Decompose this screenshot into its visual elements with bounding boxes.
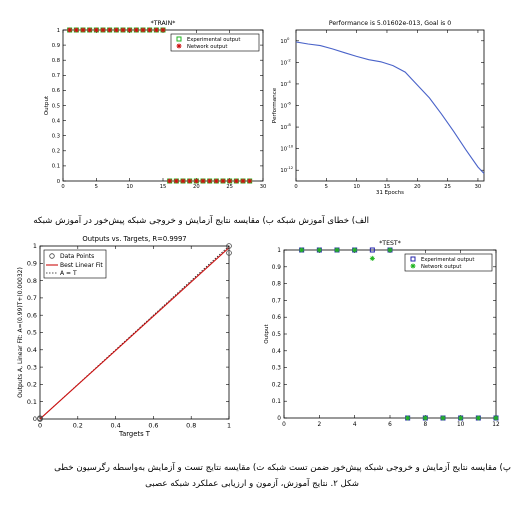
x-tick-label: 15 (383, 184, 391, 190)
test-point-network (388, 248, 393, 253)
x-tick-label: 25 (444, 184, 451, 190)
y-tick-exponent: -6 (287, 100, 291, 106)
train-point-network (74, 28, 79, 33)
y-tick-label: 0.7 (271, 298, 281, 305)
x-tick-label: 25 (226, 184, 233, 191)
x-tick-label: 0 (61, 184, 65, 191)
y-tick-label: 0.6 (271, 315, 281, 322)
x-tick-label: 0.4 (110, 421, 121, 430)
legend-entry: Network output (187, 44, 228, 50)
y-tick-label: 0.2 (51, 148, 60, 155)
test-point-network (405, 416, 410, 421)
x-tick-label: 4 (352, 421, 357, 428)
y-tick-label: 0.9 (26, 259, 37, 268)
x-tick-label: 30 (259, 184, 267, 191)
train-point-network (227, 179, 232, 184)
train-title: *TRAIN* (150, 20, 176, 27)
y-tick-label: 1 (32, 242, 37, 251)
y-tick-label: 0.1 (26, 397, 37, 406)
legend-entry: Network output (421, 264, 462, 270)
train-point-network (134, 28, 139, 33)
y-tick-label: 10 (280, 60, 287, 67)
train-point-network (81, 28, 86, 33)
train-point-network (94, 28, 99, 33)
x-tick-label: 1 (226, 421, 232, 430)
y-tick-label: 0 (56, 178, 60, 185)
train-point-network (214, 179, 219, 184)
y-tick-label: 1 (277, 248, 281, 255)
x-tick-label: 20 (413, 184, 421, 190)
y-tick-label: 0.7 (26, 294, 37, 303)
x-tick-label: 0 (294, 184, 298, 190)
x-tick-label: 15 (159, 184, 167, 191)
x-tick-label: 8 (423, 421, 428, 428)
test-axes-frame (284, 250, 496, 418)
y-tick-label: 10 (280, 38, 287, 45)
test-point-network (458, 416, 463, 421)
caption-top: الف) خطای آموزش شبکه ب) مقایسه نتایج آزمایش و خروجی شبکه پیش‌خور در آموزش شبکه (33, 216, 369, 226)
y-tick-label: 0.2 (271, 382, 281, 389)
legend-entry: Best Linear Fit (60, 262, 103, 269)
test-point-network (352, 248, 357, 253)
train-point-network (247, 179, 252, 184)
train-point-network (167, 179, 172, 184)
caption-bottom-line2: شکل ۲. نتایج آموزش، آزمون و ارزیابی عملکرد شبکه عصبی (145, 479, 359, 489)
x-tick-label: 0 (282, 421, 286, 428)
y-tick-exponent: -8 (287, 122, 291, 128)
train-point-network (187, 179, 192, 184)
train-point-network (87, 28, 92, 33)
test-ylabel: Output (264, 324, 270, 344)
legend-entry: A = T (60, 270, 77, 277)
y-tick-label: 0.5 (26, 328, 37, 337)
regression-title: Outputs vs. Targets, R=0.9997 (82, 235, 187, 243)
caption-bottom-line1: پ) مقایسه نتایج آزمایش و خروجی شبکه پیش‌خور ضمن تست شبکه ت) مقایسه نتایج تست و آزمایش به‌واسطه رگرسیون خطی (54, 463, 511, 473)
y-tick-label: 0.1 (271, 399, 281, 406)
perf-xlabel: 31 Epochs (376, 190, 404, 196)
y-tick-label: 0.9 (271, 264, 281, 271)
train-point-network (127, 28, 132, 33)
train-axes-frame (63, 30, 263, 181)
test-point-network (317, 248, 322, 253)
y-tick-label: 0.4 (271, 348, 281, 355)
y-tick-label: 0.8 (271, 281, 281, 288)
train-legend (171, 34, 259, 51)
train-point-network (181, 179, 186, 184)
test-point-network (423, 416, 428, 421)
y-tick-label: 0.6 (26, 311, 37, 320)
train-point-network (194, 179, 199, 184)
legend-entry: Data Points (60, 253, 95, 260)
train-point-network (201, 179, 206, 184)
y-tick-label: 0.8 (26, 276, 37, 285)
y-tick-label: 0.6 (51, 88, 60, 95)
y-tick-exponent: -4 (287, 78, 291, 84)
train-point-network (141, 28, 146, 33)
train-point-network (121, 28, 126, 33)
train-point-network (174, 179, 179, 184)
x-tick-label: 0.2 (72, 421, 83, 430)
train-point-network (161, 28, 166, 33)
y-tick-label: 0.3 (26, 363, 37, 372)
x-tick-label: 20 (193, 184, 200, 191)
y-tick-label: 0.4 (26, 346, 37, 355)
train-point-network (101, 28, 106, 33)
train-point-network (147, 28, 152, 33)
train-point-network (234, 179, 239, 184)
test-legend (405, 254, 492, 271)
y-tick-label: 10 (280, 81, 287, 88)
test-point-network (494, 416, 499, 421)
y-tick-label: 0.9 (51, 42, 60, 49)
regression-legend (44, 250, 106, 278)
train-point-network (107, 28, 112, 33)
y-tick-exponent: 0 (287, 35, 290, 41)
x-tick-label: 0 (37, 421, 43, 430)
y-tick-exponent: -10 (287, 143, 294, 149)
x-tick-label: 5 (324, 184, 328, 190)
y-tick-label: 10 (280, 103, 287, 110)
y-tick-label: 0 (32, 415, 37, 424)
test-point-network (335, 248, 340, 253)
regression-xlabel: Targets T (119, 430, 150, 438)
y-tick-exponent: -2 (287, 57, 291, 63)
y-tick-label: 0.1 (51, 163, 60, 170)
legend-marker-star (177, 44, 182, 49)
regression-ylabel: Outputs A, Linear Fit: A=(0.99)T+(0.00032) (17, 267, 24, 398)
train-point-network (207, 179, 212, 184)
x-tick-label: 0.6 (148, 421, 159, 430)
y-tick-label: 0.7 (51, 73, 60, 80)
test-title: *TEST* (379, 240, 401, 247)
y-tick-exponent: -12 (287, 165, 294, 171)
y-tick-label: 10 (280, 146, 287, 153)
legend-entry: Experimental output (187, 37, 241, 43)
train-point-network (241, 179, 246, 184)
y-tick-label: 0.3 (271, 365, 281, 372)
x-tick-label: 6 (388, 421, 392, 428)
perf-title: Performance is 5.01602e-013, Goal is 0 (328, 20, 452, 27)
y-tick-label: 0.5 (51, 103, 60, 110)
test-point-network (476, 416, 481, 421)
y-tick-label: 0.8 (51, 58, 60, 65)
y-tick-label: 0.2 (26, 380, 37, 389)
test-point-network (370, 256, 375, 261)
y-tick-label: 1 (56, 27, 60, 34)
x-tick-label: 5 (94, 184, 98, 191)
x-tick-label: 10 (456, 421, 465, 428)
x-tick-label: 12 (492, 421, 500, 428)
perf-axes-frame (296, 30, 484, 181)
train-ylabel: Output (44, 95, 50, 116)
y-tick-label: 0.5 (271, 332, 281, 339)
x-tick-label: 2 (317, 421, 322, 428)
train-point-network (221, 179, 226, 184)
legend-entry: Experimental output (421, 257, 475, 263)
train-point-network (114, 28, 119, 33)
legend-marker-star (411, 264, 416, 269)
x-tick-label: 30 (474, 184, 482, 190)
test-point-network (299, 248, 304, 253)
x-tick-label: 0.8 (186, 421, 197, 430)
train-point-network (67, 28, 72, 33)
x-tick-label: 10 (126, 184, 133, 191)
y-tick-label: 0 (277, 416, 281, 423)
x-tick-label: 10 (353, 184, 360, 190)
y-tick-label: 10 (280, 168, 287, 175)
y-tick-label: 0.3 (51, 133, 60, 140)
perf-ylabel: Performance (272, 87, 278, 124)
y-tick-label: 10 (280, 125, 287, 132)
test-point-network (441, 416, 446, 421)
train-point-network (154, 28, 159, 33)
y-tick-label: 0.4 (51, 118, 60, 125)
